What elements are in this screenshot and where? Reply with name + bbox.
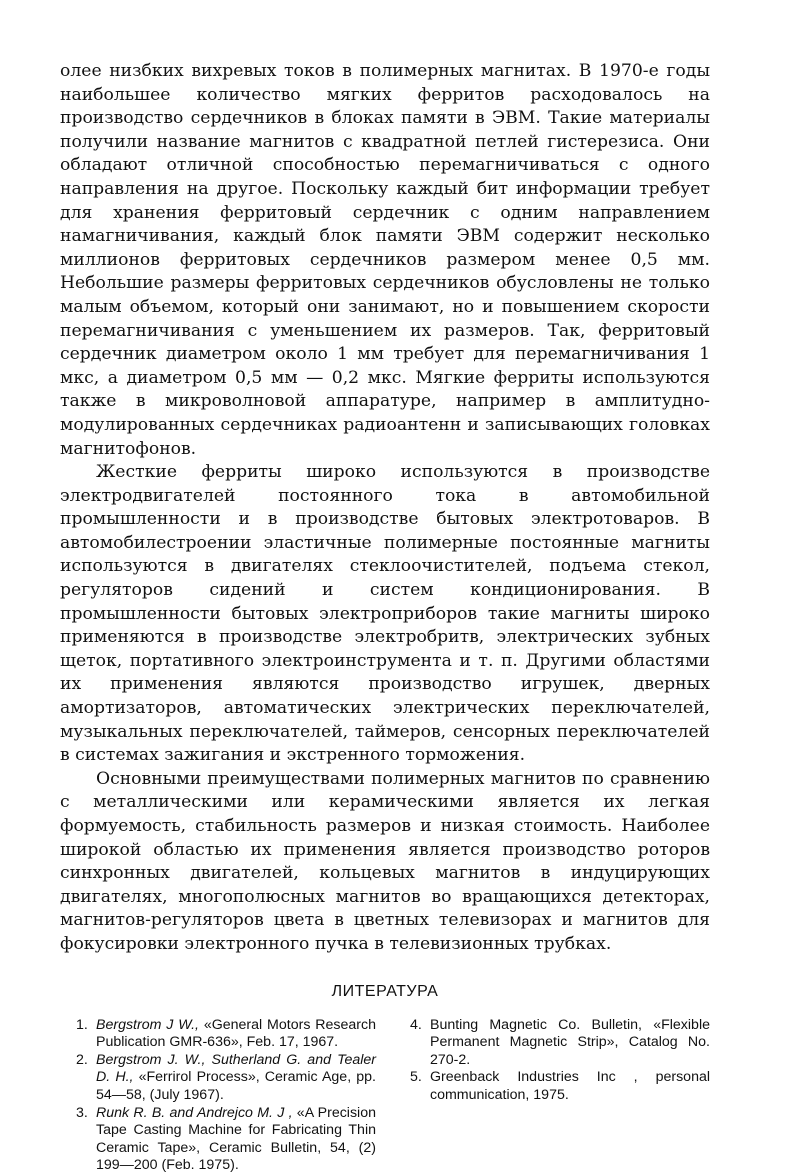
paragraph-2: Жесткие ферриты широко используются в производстве электродвигателей постоянного тока в автомобильной промышленности и в производстве бытовых электротоваров. В автомобилестроении эластичные полимерные постоянные магниты используются в двигателях стеклоочистителей, подъема стекол, регуляторов сидений и систем кондиционирования. В промышленности бытовых электроприборов такие магниты широко применяются в производстве электробритв, электрических зубных щеток, портативного электроинструмента и т. п. Другими областями их применения являются производство игрушек, дверных амортизаторов, автоматических электрических переключателей, музыкальных переключателей, таймеров, сенсорных переключателей в системах зажигания и экстренного торможения.: [60, 462, 710, 766]
reference-number: 1.: [76, 1016, 88, 1033]
references-heading: ЛИТЕРАТУРА: [331, 982, 439, 1000]
reference-text: Greenback Industries Inc , personal communication, 1975.: [430, 1069, 710, 1103]
reference-authors: Bergstrom J W.,: [96, 1016, 199, 1033]
paragraph-3: Основными преимуществами полимерных магнитов по сравнению с металлическими или керамическими является их легкая формуемость, стабильность размеров и низкая стоимость. Наиболее широкой областью их применения является производство роторов синхронных двигателей, кольцевых магнитов в индуцирующих двигателях, многополюсных магнитов во вращающихся детекторах, магнитов-регуляторов цвета в цветных телевизорах и магнитов для фокусировки электронного пучка в телевизионных трубках.: [60, 768, 710, 954]
reference-item: [410, 1069, 710, 1104]
reference-authors: Runk R. B. and Andrejco M. J ,: [96, 1104, 293, 1121]
reference-number: 2.: [76, 1051, 88, 1068]
paragraph-1: олее низбких вихревых токов в полимерных магнитах. В 1970-е годы наибольшее количество мягких ферритов расходовалось на производство сердечников в блоках памяти в ЭВМ. Такие материалы получили название магнитов с квадратной петлей гистерезиса. Они обладают отличной способностью перемагничиваться с одного направления на другое. Поскольку каждый бит информации требует для хранения ферритовый сердечник с одним направлением намагничивания, каждый блок памяти ЭВМ содержит несколько миллионов ферритовых сердечников размером менее 0,5 мм. Небольшие размеры ферритовых сердечников обусловлены не только малым объемом, который они занимают, но и повышением скорости перемагничивания с уменьшением их размеров. Так, ферритовый сердечник диаметром около 1 мм требует для перемагничивания 1 мкс, а диаметром 0,5 мм — 0,2 мкс. Мягкие ферриты используются также в микроволновой аппаратуре, например в амплитудно-модулированных сердечниках радиоантенн и записывающих головках магнитофонов.: [60, 61, 710, 459]
references-column-right: [410, 1017, 710, 1175]
reference-text: [96, 1105, 376, 1175]
reference-number: 5.: [410, 1069, 422, 1086]
reference-text: Bunting Magnetic Co. Bulletin, «Flexible Permanent Magnetic Strip», Catalog No. 270-2.: [430, 1016, 710, 1068]
references-list: [60, 1017, 710, 1175]
reference-number: 3.: [76, 1104, 88, 1121]
body-text: [60, 60, 710, 957]
reference-authors: Bergstrom J. W., Sutherland G. and Tealer D. H.,: [96, 1051, 376, 1086]
reference-item: [76, 1052, 376, 1105]
reference-title: «General Motors Research Publication GMR-636», Feb. 17, 1967.: [96, 1016, 376, 1051]
reference-item: [76, 1105, 376, 1175]
reference-title: «Ferrirol Process», Ceramic Age, pp. 54—58, (July 1967).: [96, 1069, 377, 1103]
reference-number: 4.: [410, 1016, 422, 1033]
references-column-left: [76, 1017, 376, 1175]
reference-item: [410, 1017, 710, 1070]
reference-item: [76, 1017, 376, 1052]
reference-title: «A Precision Tape Casting Machine for Fabricating Thin Ceramic Tape», Ceramic Bulletin, 54, (2) 199—200 (Feb. 1975).: [96, 1104, 376, 1174]
document-page: [60, 60, 710, 1175]
reference-text: [96, 1052, 376, 1105]
reference-text: [96, 1017, 376, 1052]
